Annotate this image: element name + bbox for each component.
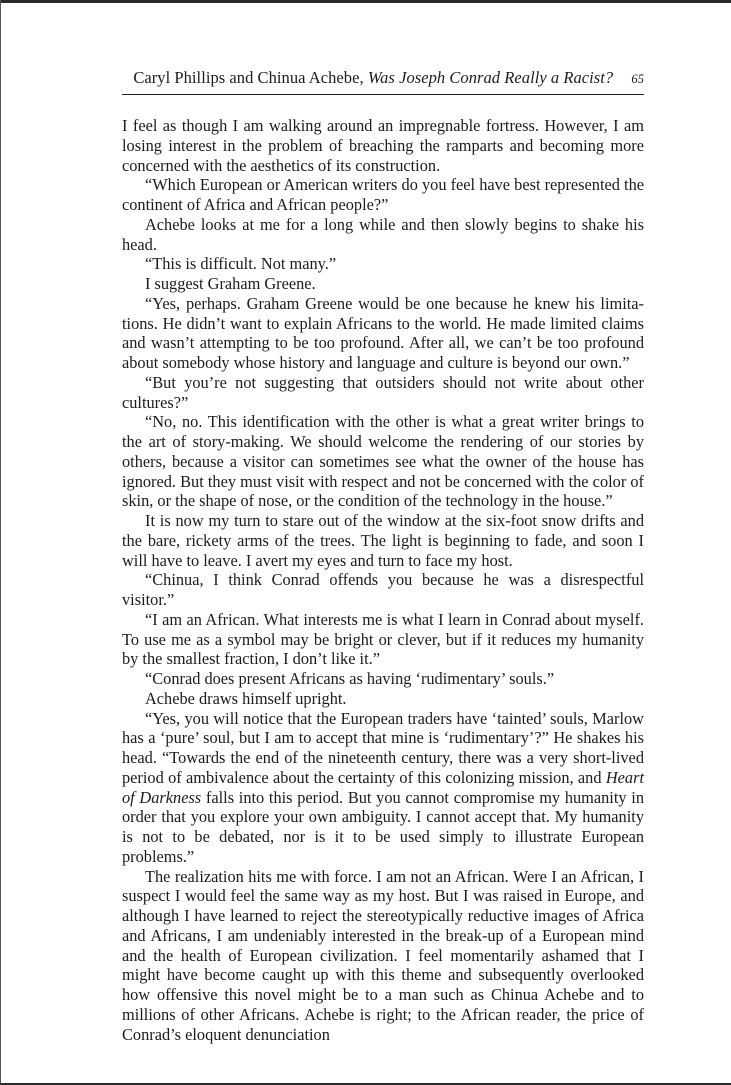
paragraph-8: “No, no. This identification with the other is what a great writer brings to the art of story-making. We should welcome the rendering of our stories by others, because a visitor can sometimes see what the owner of the house has ignored. But they must visit with respect and not be concerned with the color of skin, or the shape of nose, or the condition of the technology in the house.” xyxy=(122,412,644,511)
paragraph-14-text-after: falls into this period. But you cannot compromise my humanity in order that you explore your own ambiguity. I cannot accept that. My humanity is not to be debated, nor is it to be used simply to illustrate European problems.” xyxy=(122,787,644,866)
scan-edge-top xyxy=(0,0,731,3)
paragraph-3: Achebe looks at me for a long while and then slowly begins to shake his head. xyxy=(122,214,644,254)
paragraph-7: “But you’re not suggesting that outsiders should not write about other cultures?” xyxy=(122,372,644,412)
paragraph-4: “This is difficult. Not many.” xyxy=(145,254,337,274)
paragraph-2: “Which European or American writers do you feel have best represented the continent of Africa and African people?” xyxy=(122,175,644,214)
header-rule xyxy=(122,94,644,95)
paragraph-11: “I am an African. What interests me is what I learn in Conrad about myself. To use me as a symbol may be bright or clever, but if it reduces my humanity by the smallest fraction, I don’t like it.” xyxy=(122,609,644,669)
paragraph-15: The realization hits me with force. I am not an African. Were I an African, I suspect I would feel the same way as my host. But I was raised in Europe, and although I have learned to reject the stereotypically reductive images of Africa and Africans, I am undeniably interested in the break-up of a European mind and the health of European civilization. I feel momentarily ashamed that I might have become caught up with this theme and subsequently overlooked how offensive this novel might be to a man such as Chinua Achebe and to millions of other Africans. Achebe is right; to the African reader, the price of Conrad’s eloquent denunciation xyxy=(122,866,644,1044)
book-title-heart-of-darkness: Heart of Darkness xyxy=(122,767,644,807)
paragraph-12: “Conrad does present Africans as having ‘rudimentary’ souls.” xyxy=(145,669,555,688)
running-head-authors: Caryl Phillips and Chinua Achebe, xyxy=(133,68,364,87)
paragraph-5: I suggest Graham Greene. xyxy=(145,274,316,293)
running-head xyxy=(122,68,644,88)
paragraph-9: It is now my turn to stare out of the window at the six-foot snow drifts and the bare, rickety arms of the trees. The light is beginning to fade, and soon I will have to leave. I avert my eyes and turn to face my host. xyxy=(122,511,644,570)
running-head-title: Was Joseph Conrad Really a Racist? xyxy=(367,68,614,87)
paragraph-1: I feel as though I am walking around an impregnable fortress. However, I am losing interest in the problem of breaching the ramparts and becoming more concerned with the aesthetics of its construction. xyxy=(122,116,644,175)
body-text xyxy=(122,116,644,1044)
paragraph-13: Achebe draws himself upright. xyxy=(145,688,347,708)
paragraph-10: “Chinua, I think Conrad offends you because he was a disrespectful visitor.” xyxy=(122,570,644,609)
paragraph-14 xyxy=(122,709,644,867)
paragraph-14-text-before: “Yes, you will notice that the European traders have ‘tainted’ souls, Marlow has a ‘pure’ soul, but I am to accept that mine is ‘rudimentary’?” He shakes his head. “Towards the end of the nineteenth century, there was a very short-lived period of ambivalence about the certainty of this colonizing mission, and xyxy=(122,708,644,787)
paragraph-6: “Yes, perhaps. Graham Greene would be one because he knew his limitations. He didn’t want to explain Africans to the world. He made limited claims and wasn’t attempting to be too profound. After all, we can’t be too profound about somebody whose history and language and culture is beyond our own.” xyxy=(122,293,644,372)
scan-edge-left xyxy=(0,0,1,1085)
page-number: 65 xyxy=(631,72,644,86)
